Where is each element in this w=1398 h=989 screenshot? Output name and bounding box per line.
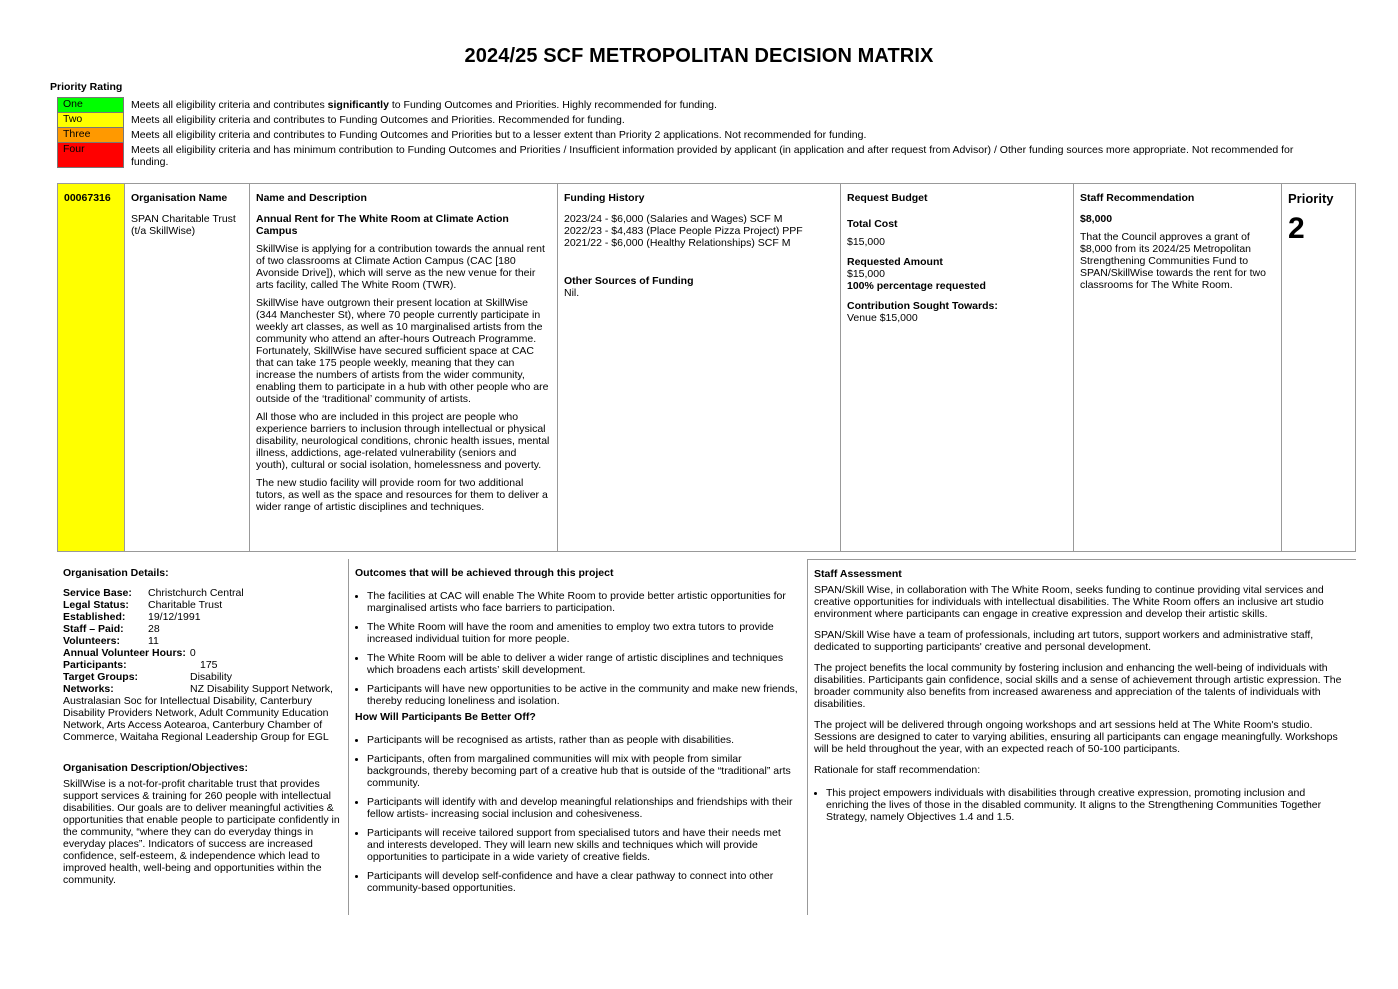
- detail-label: Staff – Paid:: [63, 623, 124, 635]
- assessment-paragraph: SPAN/Skill Wise, in collaboration with The White Room, seeks funding to continue providing vital services and creative opportunities for individuals with intellectual disabilities. The White Room offers an inclusive art studio environment where participants can engage in creative expression and develop their artistic skills.: [814, 584, 1324, 620]
- list-item: • Participants will be recognised as artists, rather than as people with disabilities.: [367, 734, 801, 746]
- contribution-label: Contribution Sought Towards:: [847, 300, 998, 312]
- application-id-cell: [58, 184, 125, 551]
- list-item: • Participants, often from margalined communities will mix with people from similar backgrounds, thereby becoming part of a creative hub that is outside of the “traditional” arts community.: [367, 753, 801, 789]
- organisation-details-heading: Organisation Details:: [63, 567, 169, 579]
- outcomes-heading: Outcomes that will be achieved through this project: [355, 567, 614, 579]
- detail-label: Networks:: [63, 683, 114, 695]
- project-title: Annual Rent for The White Room at Climate Action Campus: [256, 213, 509, 237]
- list-item: • The White Room will be able to deliver a wider range of artistic disciplines and techniques which broadens each artists’ skill development.: [367, 652, 801, 676]
- funding-history-item: 2023/24 - $6,000 (Salaries and Wages) SCF M: [564, 213, 783, 225]
- better-off-heading: How Will Participants Be Better Off?: [355, 711, 536, 723]
- funding-history-item: 2021/22 - $6,000 (Healthy Relationships) SCF M: [564, 237, 791, 249]
- priority-label: Priority: [1288, 191, 1334, 206]
- priority-desc-four: Meets all eligibility criteria and has minimum contribution to Funding Outcomes and Priorities / Insufficient information provided by applicant (in application and after request from Advisor) / Other funding sources more appropriate. Not recommended for funding.: [131, 143, 1294, 168]
- detail-value: 11: [148, 635, 159, 647]
- detail-row: [63, 587, 342, 599]
- list-item: • This project empowers individuals with disabilities through creative expression, promoting inclusion and enriching the lives of those in the disabled community. It aligns to the Strengthening Communities Together Strategy, namely Objectives 1.4 and 1.5.: [826, 787, 1350, 823]
- staff-assessment-heading: Staff Assessment: [814, 568, 902, 580]
- staff-recommendation-header: Staff Recommendation: [1080, 192, 1195, 204]
- detail-label: Target Groups:: [63, 671, 139, 683]
- description-paragraph: SkillWise is applying for a contribution towards the annual rent of two classrooms at Climate Action Campus (CAC [180 Avonside Drive]), which will serve as the new venue for their arts facility, called The White Room (TWR).: [256, 243, 545, 291]
- priority-desc-text: to Funding Outcomes and Priorities. Highly recommended for funding.: [388, 98, 717, 111]
- assessment-paragraph: The project will be delivered through ongoing workshops and art sessions held at The White Room's studio. Sessions are designed to cater to varying abilities, ensuring all participants can engage meaningfully. Workshops will be held throughout the year, with an expected reach of 50-100 participants.: [814, 719, 1338, 755]
- organisation-description-heading: Organisation Description/Objectives:: [63, 762, 248, 774]
- priority-row-four: [58, 143, 1317, 168]
- request-budget-cell: [841, 184, 1074, 551]
- description-paragraph: The new studio facility will provide room for two additional tutors, as well as the space and resources for them to deliver a wider range of artistic disciplines and techniques.: [256, 477, 548, 513]
- detail-value: 0: [189, 647, 196, 659]
- detail-row: [63, 623, 342, 635]
- networks-value: Australasian Soc for Intellectual Disability, Canterbury Disability Providers Network, Adult Community Education Network, Arts Access Aotearoa, Canterbury Chamber of Commerce, Waitaha Regional Leadership Group for EGL: [63, 695, 329, 743]
- detail-label: Volunteers:: [63, 635, 120, 647]
- priority-desc-one: [124, 98, 1317, 113]
- detail-value: Charitable Trust: [148, 599, 223, 611]
- priority-desc-two: Meets all eligibility criteria and contributes to Funding Outcomes and Priorities. Recommended for funding.: [131, 113, 625, 126]
- page-title: 2024/25 SCF METROPOLITAN DECISION MATRIX: [464, 45, 934, 67]
- detail-label: Legal Status:: [63, 599, 129, 611]
- details-section: [57, 559, 1356, 915]
- list-item: • Participants will develop self-confidence and have a clear pathway to connect into other community-based opportunities.: [367, 870, 801, 894]
- rationale-label: Rationale for staff recommendation:: [814, 764, 981, 776]
- request-budget-header: Request Budget: [847, 192, 928, 204]
- total-cost-label: Total Cost: [847, 218, 898, 230]
- priority-desc-bold: significantly: [327, 98, 389, 111]
- list-item: • The facilities at CAC will enable The White Room to provide better artistic opportunities for marginalised artists who face barriers to participation.: [367, 590, 801, 614]
- percentage-requested: 100% percentage requested: [847, 280, 986, 292]
- priority-swatch-two: Two: [58, 113, 124, 128]
- staff-recommendation-text: That the Council approves a grant of $8,000 from its 2024/25 Metropolitan Strengthening Communities Fund to SPAN/SkillWise towards the rent for two classrooms for The White Room.: [1080, 231, 1266, 291]
- organisation-details-column: [57, 559, 349, 915]
- assessment-paragraph: SPAN/Skill Wise have a team of professionals, including art tutors, support workers and administrative staff, dedicated to supporting participants' creative and personal development.: [814, 629, 1314, 653]
- other-sources-value: Nil.: [564, 287, 580, 299]
- detail-value: NZ Disability Support Network,: [190, 683, 333, 695]
- other-sources-header: Other Sources of Funding: [564, 275, 694, 287]
- detail-label: Participants:: [63, 659, 127, 671]
- outcomes-column: [349, 559, 808, 915]
- priority-row-three: [58, 128, 1317, 143]
- organisation-name: SPAN Charitable Trust (t/a SkillWise): [131, 213, 236, 237]
- priority-swatch-one: One: [58, 98, 124, 113]
- detail-row: [63, 671, 342, 683]
- detail-label: Established:: [63, 611, 126, 623]
- funding-history-item: 2022/23 - $4,483 (Place People Pizza Project) PPF: [564, 225, 803, 237]
- detail-value: Christchurch Central: [148, 587, 244, 599]
- detail-row: [63, 659, 342, 671]
- organisation-name-header: Organisation Name: [131, 192, 228, 204]
- detail-label: Annual Volunteer Hours:: [63, 647, 186, 659]
- better-off-list: [355, 734, 801, 894]
- contribution-value: Venue $15,000: [847, 312, 918, 324]
- priority-value: 2: [1288, 212, 1305, 245]
- list-item: • Participants will receive tailored support from specialised tutors and have their needs met and interests developed. They will learn new skills and techniques which will provide opportunities to participate in a wide variety of creative fields.: [367, 827, 801, 863]
- organisation-description: SkillWise is a not-for-profit charitable trust that provides support services & training for 260 people with intellectual disabilities. Our goals are to deliver meaningful activities & opportunities that enable people to participate confidently in the community, “where they can do everyday things in everyday places”. Indicators of success are increased confidence, self-esteem, & independence which lead to improved health, well-being and opportunities within the community.: [63, 778, 340, 886]
- list-item: • Participants will identify with and develop meaningful relationships and friendships with their fellow artists- increasing social inclusion and cohesiveness.: [367, 796, 801, 820]
- application-row: [57, 183, 1356, 552]
- list-item: • The White Room will have the room and amenities to employ two extra tutors to provide increased individual tuition for more people.: [367, 621, 801, 645]
- priority-rating-legend: [57, 97, 1317, 168]
- priority-desc-text: Meets all eligibility criteria and contributes: [131, 98, 328, 111]
- detail-value: Disability: [190, 671, 233, 683]
- priority-cell: [1282, 184, 1355, 551]
- total-cost-value: $15,000: [847, 236, 885, 248]
- description-header: Name and Description: [256, 192, 367, 204]
- detail-row: [63, 647, 342, 659]
- outcomes-list: [355, 590, 801, 707]
- list-item: • Participants will have new opportunities to be active in the community and make new friends, thereby reducing loneliness and isolation.: [367, 683, 801, 707]
- description-cell: [250, 184, 558, 551]
- detail-row: [63, 611, 342, 623]
- funding-history-cell: [558, 184, 841, 551]
- staff-recommendation-cell: [1074, 184, 1282, 551]
- priority-row-two: [58, 113, 1317, 128]
- funding-history-header: Funding History: [564, 192, 645, 204]
- priority-swatch-three: Three: [58, 128, 124, 143]
- priority-row-one: [58, 98, 1317, 113]
- detail-row: [63, 599, 342, 611]
- priority-desc-three: Meets all eligibility criteria and contributes to Funding Outcomes and Priorities but to a lesser extent than Priority 2 applications. Not recommended for funding.: [131, 128, 867, 141]
- priority-swatch-four: Four: [58, 143, 124, 168]
- detail-value: 19/12/1991: [148, 611, 201, 623]
- detail-row: [63, 683, 342, 695]
- staff-assessment-column: [808, 559, 1356, 915]
- detail-value: 28: [148, 623, 160, 635]
- requested-amount-label: Requested Amount: [847, 256, 943, 268]
- application-id: 00067316: [64, 192, 111, 204]
- detail-row: [63, 635, 342, 647]
- detail-label: Service Base:: [63, 587, 132, 599]
- detail-value: 175: [200, 659, 218, 671]
- description-paragraph: SkillWise have outgrown their present location at SkillWise (344 Manchester St), where 70 people currently participate in weekly art classes, as well as 10 marginalised artists from the community who attend an after-hours Outreach Programme. Fortunately, SkillWise have secured sufficient space at CAC that can take 175 people weekly, meaning that they can increase the numbers of artists from the wider community, enabling them to participate in a hub with other people who are outside of the ‘traditional’ community of artists.: [256, 297, 549, 405]
- staff-recommendation-amount: $8,000: [1080, 213, 1113, 225]
- requested-amount-value: $15,000: [847, 268, 885, 280]
- rationale-list: [814, 787, 1350, 823]
- priority-rating-heading: Priority Rating: [50, 81, 123, 93]
- description-paragraph: All those who are included in this project are people who experience barriers to inclusion through intellectual or physical disability, neurological conditions, chronic health issues, mental illness, addictions, age-related vulnerability (seniors and youth), cultural or social isolation, homelessness and poverty.: [256, 411, 550, 471]
- assessment-paragraph: The project benefits the local community by fostering inclusion and enhancing the well-being of individuals with disabilities. Participants gain confidence, social skills and a sense of achievement through artistic expression. The broader community also benefits from increased awareness and appreciation of the talents of individuals with disabilities.: [814, 662, 1342, 710]
- organisation-cell: [125, 184, 250, 551]
